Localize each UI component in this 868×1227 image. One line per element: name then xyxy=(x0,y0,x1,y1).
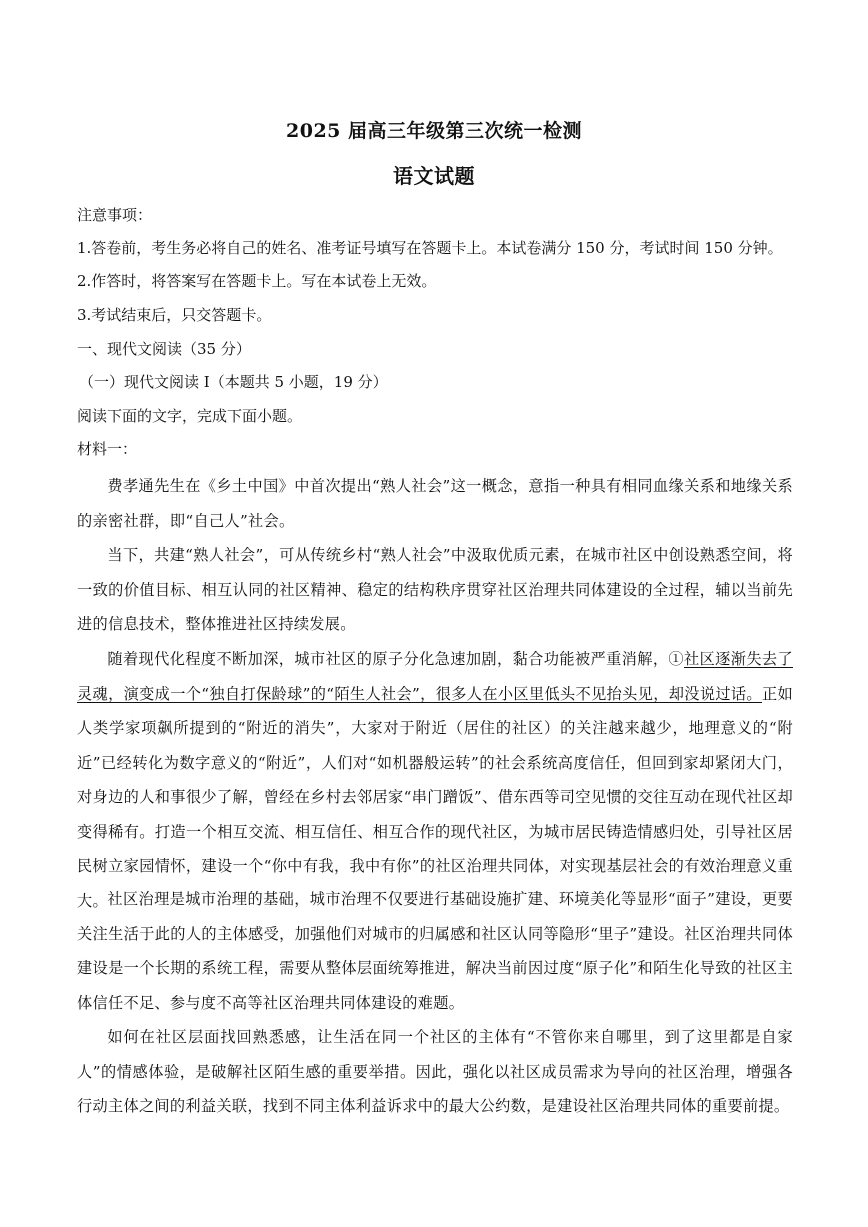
section-subheading: （一）现代文阅读 I（本题共 5 小题，19 分） xyxy=(79,373,388,391)
reading-instruction: 阅读下面的文字，完成下面小题。 xyxy=(77,407,303,425)
passage-paragraph-4: 社区治理是城市治理的基础，城市治理不仅要进行基础设施扩建、环境美化等显形“面子”建设，更要关注生活于此的人的主体感受，加强他们对城市的归属感和社区认同等隐形“里子”建设。社区治理共同体建设是一个长期的系统工程，需要从整体层面统筹推进，解决当前因过度“原子化”和陌生化导致的社区主体信任不足、参与度不高等社区治理共同体建设的难题。 xyxy=(77,890,793,1012)
notice-item-1: 1.答卷前，考生务必将自己的姓名、准考证号填写在答题卡上。本试卷满分 150 分，考试时间 150 分钟。 xyxy=(77,239,783,257)
passage-paragraph-2: 当下，共建“熟人社会”，可从传统乡村“熟人社会”中汲取优质元素，在城市社区中创设熟悉空间，将一致的价值目标、相互认同的社区精神、稳定的结构秩序贯穿社区治理共同体建设的全过程，辅以当前先进的信息技术，整体推进社区持续发展。 xyxy=(77,546,793,633)
notice-heading: 注意事项： xyxy=(77,206,153,224)
paragraph-3-opening: 随着现代化程度不断加深，城市社区的原子分化急速加剧，黏合功能被严重消解，① xyxy=(107,650,684,668)
section-heading: 一、现代文阅读（35 分） xyxy=(77,340,251,358)
notice-item-3: 3.考试结束后，只交答题卡。 xyxy=(77,306,272,324)
notice-item-2: 2.作答时，将答案写在答题卡上。写在本试卷上无效。 xyxy=(77,272,437,290)
exam-title: 2025 届高三年级第三次统一检测 xyxy=(286,120,582,142)
material-label: 材料一： xyxy=(77,440,138,458)
underlined-sentence-1: 社区逐渐失去了灵魂，演变成一个“独自打保龄球”的“陌生人社会”，很多人在小区里低头不见抬头见，却没说过话。 xyxy=(77,650,793,703)
passage-paragraph-5: 如何在社区层面找回熟悉感，让生活在同一个社区的主体有“不管你来自哪里，到了这里都是自家人”的情感体验，是破解社区陌生感的重要举措。因此，强化以社区成员需求为导向的社区治理，增强各行动主体之间的利益关联，找到不同主体利益诉求中的最大公约数，是建设社区治理共同体的重要前提。 xyxy=(77,1028,793,1115)
paragraph-3-rest: 正如人类学家项飙所提到的“附近的消失”，大家对于附近（居住的社区）的关注越来越少，地理意义的“附近”已经转化为数字意义的“附近”，人们对“如机器般运转”的社会系统高度信任，但回到家却紧闭大门，对身边的人和事很少了解，曾经在乡村去邻居家“串门蹭饭”、借东西等司空见惯的交往互动在现代社区却变得稀有。打造一个相互交流、相互信任、相互合作的现代社区，为城市居民铸造情感归处，引导社区居民树立家园情怀，建设一个“你中有我，我中有你”的社区治理共同体，对实现基层社会的有效治理意义重大。 xyxy=(77,684,793,910)
passage-paragraph-3 xyxy=(77,642,793,918)
exam-subtitle: 语文试题 xyxy=(393,164,475,188)
passage-paragraph-1: 费孝通先生在《乡土中国》中首次提出“熟人社会”这一概念，意指一种具有相同血缘关系和地缘关系的亲密社群，即“自己人”社会。 xyxy=(77,477,793,530)
